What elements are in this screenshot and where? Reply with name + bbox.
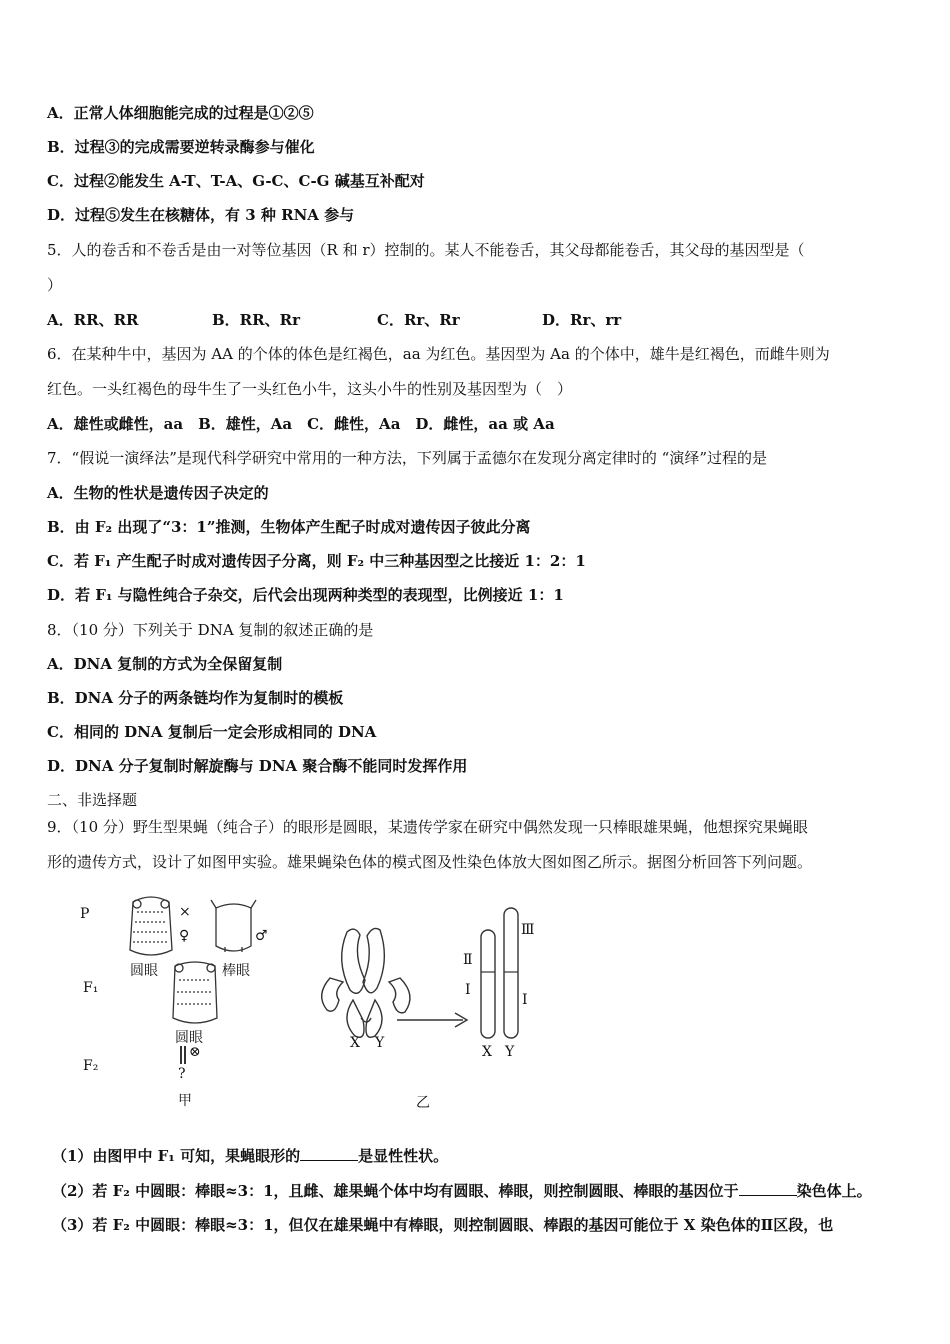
f1-fly-round-eye — [173, 962, 217, 1023]
q9-sub2-text: （2）若 F₂ 中圆眼：棒眼≈3：1，且雌、雄果蝇个体中均有圆眼、棒眼，则控制圆眼、棒眼的基因位于 — [52, 1182, 739, 1200]
q8-option-b: B．DNA 分子的两条链均作为复制时的模板 — [47, 689, 344, 707]
q5-stem-line1: 5．人的卷舌和不卷舌是由一对等位基因（R 和 r）控制的。某人不能卷舌，其父母都能卷舌，其父母的基因型是（ — [47, 241, 805, 259]
q6-stem-line1: 6．在某种牛中，基因为 AA 的个体的体色是红褐色，aa 为红色。基因型为 Aa 的个体中，雄牛是红褐色，而雌牛则为 — [47, 345, 830, 363]
figure-jia-drawing — [75, 888, 275, 1113]
figure-jia-caption: 甲 — [178, 1093, 192, 1109]
q7-stem: 7．“假说一演绎法”是现代科学研究中常用的一种方法，下列属于孟德尔在发现分离定律时的 “演绎”过程的是 — [47, 449, 767, 467]
q9-sub1-tail: 是显性性状。 — [358, 1147, 449, 1165]
q9-sub3: （3）若 F₂ 中圆眼：棒眼≈3：1，但仅在雄果蝇中有棒眼，则控制圆眼、棒跟的基因可能位于 X 染色体的Ⅱ区段，也 — [52, 1216, 834, 1234]
q8-option-d: D．DNA 分子复制时解旋酶与 DNA 聚合酶不能同时发挥作用 — [47, 757, 468, 775]
q5-stem-line2: ） — [47, 276, 63, 294]
y-chromosome — [504, 908, 518, 1038]
q7-option-d: D．若 F₁ 与隐性纯合子杂交，后代会出现两种类型的表现型，比例接近 1：1 — [47, 586, 564, 604]
label-region-2: Ⅱ — [463, 952, 473, 968]
cross-symbol: × — [179, 904, 191, 920]
q9-sub2-blank — [739, 1181, 797, 1196]
figure-yi — [305, 900, 545, 1115]
q5-options — [47, 310, 621, 330]
row-label-f1: F₁ — [83, 980, 99, 996]
label-bar-eye: 棒眼 — [222, 963, 250, 979]
label-x-cell: X — [350, 1035, 360, 1051]
q7-option-a: A．生物的性状是遗传因子决定的 — [47, 484, 269, 502]
section-heading: 二、非选择题 — [47, 791, 138, 809]
q7-option-c: C．若 F₁ 产生配子时成对遗传因子分离，则 F₂ 中三种基因型之比接近 1：2：1 — [47, 552, 586, 570]
q9-sub2 — [52, 1181, 872, 1201]
q4-option-b: B．过程③的完成需要逆转录酶参与催化 — [47, 138, 315, 156]
figure-yi-caption: 乙 — [416, 1095, 430, 1111]
label-y-cell: Y — [375, 1035, 385, 1051]
q5-option-a: A．RR、RR — [47, 311, 139, 329]
female-fly-round-eye — [130, 897, 172, 955]
q5-option-b: B．RR、Rr — [212, 311, 300, 329]
label-region-1-right: Ⅰ — [522, 992, 528, 1008]
q8-stem: 8．（10 分）下列关于 DNA 复制的叙述正确的是 — [47, 621, 374, 639]
q9-sub1-text: （1）由图甲中 F₁ 可知，果蝇眼形的 — [52, 1147, 301, 1165]
figure-yi-drawing — [305, 900, 545, 1115]
row-label-p: P — [80, 906, 90, 922]
x-chromosome — [481, 930, 495, 1038]
q6-options: A．雄性或雌性，aa B．雄性，Aa C．雌性，Aa D．雌性，aa 或 Aa — [47, 415, 555, 433]
label-round-eye: 圆眼 — [130, 963, 158, 979]
row-label-f2: F₂ — [83, 1058, 99, 1074]
q9-sub1 — [52, 1146, 448, 1166]
female-symbol: ♀ — [179, 928, 190, 944]
male-fly-bar-eye — [211, 900, 256, 952]
q8-option-c: C．相同的 DNA 复制后一定会形成相同的 DNA — [47, 723, 377, 741]
q4-option-d: D．过程⑤发生在核糖体，有 3 种 RNA 参与 — [47, 206, 355, 224]
label-region-3: Ⅲ — [521, 922, 535, 938]
male-symbol: ♂ — [255, 928, 268, 944]
figure-jia — [75, 888, 275, 1113]
q5-option-c: C．Rr、Rr — [377, 311, 460, 329]
selfing-symbol: ⊗ — [189, 1044, 201, 1060]
q8-option-a: A．DNA 复制的方式为全保留复制 — [47, 655, 283, 673]
q9-sub2-tail: 染色体上。 — [796, 1182, 872, 1200]
label-f1-round-eye: 圆眼 — [175, 1030, 203, 1046]
label-x: X — [482, 1044, 492, 1060]
q5-option-d: D．Rr、rr — [542, 311, 622, 329]
arrow-icon — [397, 1013, 467, 1027]
label-region-1-left: Ⅰ — [465, 982, 471, 998]
q9-stem-line1: 9．（10 分）野生型果蝇（纯合子）的眼形是圆眼，某遗传学家在研究中偶然发现一只棒眼雄果蝇，他想探究果蝇眼 — [47, 818, 808, 836]
f2-question-mark: ? — [178, 1066, 186, 1082]
q6-stem-line2: 红色。一头红褐色的母牛生了一头红色小牛，这头小牛的性别及基因型为（ ） — [47, 380, 573, 398]
chromosome-set — [322, 928, 410, 1037]
q7-option-b: B．由 F₂ 出现了“3：1”推测，生物体产生配子时成对遗传因子彼此分离 — [47, 518, 531, 536]
q4-option-c: C．过程②能发生 A-T、T-A、G-C、C-G 碱基互补配对 — [47, 172, 425, 190]
q9-sub1-blank — [300, 1146, 358, 1161]
q9-stem-line2: 形的遗传方式，设计了如图甲实验。雄果蝇染色体的模式图及性染色体放大图如图乙所示。据图分析回答下列问题。 — [47, 853, 813, 871]
label-y: Y — [505, 1044, 515, 1060]
q4-option-a: A．正常人体细胞能完成的过程是①②⑤ — [47, 104, 314, 122]
